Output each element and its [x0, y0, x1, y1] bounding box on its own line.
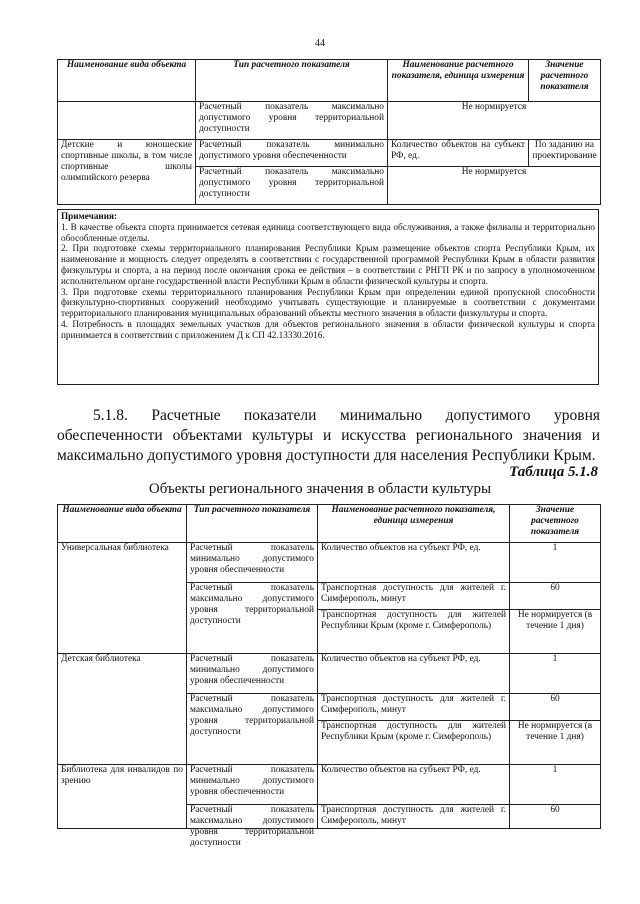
page-number: 44 [315, 38, 325, 49]
table-cell: 1 [510, 765, 601, 805]
table-cell: 1 [510, 654, 601, 694]
table-cell: Расчетный показатель максимально допустимого уровня территориальной доступности [196, 102, 388, 140]
table-cell [58, 102, 196, 140]
table-cell: По заданию на проектирование [529, 140, 601, 167]
table-cell: Количество объектов на субъект РФ, ед. [388, 140, 529, 167]
table-cell: Транспортная доступность для жителей г. Симферополь, минут [318, 694, 510, 721]
table-cell: Расчетный показатель минимально допустимого уровня обеспеченности [187, 765, 318, 805]
table-cell: 60 [510, 694, 601, 721]
table-cell: Количество объектов на субъект РФ, ед. [318, 543, 510, 583]
table-cell: Расчетный показатель минимально допустимого уровня обеспеченности [196, 140, 388, 167]
table-cell-object: Детские и юношеские спортивные школы, в том числе спортивные школы олимпийского резерва [58, 140, 196, 205]
notes-box [57, 209, 599, 385]
table-cell: Расчетный показатель максимально допустимого уровня территориальной доступности [196, 167, 388, 205]
header-value: Значение расчетного показателя [529, 60, 601, 102]
table-cell: Не нормируется (в течение 1 дня) [510, 721, 601, 765]
culture-table [57, 504, 601, 848]
table-cell: 1 [510, 543, 601, 583]
table-cell: 60 [510, 583, 601, 610]
table-cell: Транспортная доступность для жителей г. Симферополь, минут [318, 805, 510, 829]
section-heading: 5.1.8. Расчетные показатели минимально допустимого уровня обеспеченности объектами культуры и искусства регионального значения и максимально допустимого уровня доступности для населения Республики Крым. [57, 407, 600, 464]
table-label: Таблица 5.1.8 [509, 464, 598, 480]
table-cell: Расчетный показатель максимально допустимого уровня территориальной доступности [187, 583, 318, 654]
table-title: Объекты регионального значения в области культуры [148, 481, 492, 497]
notes-title: Примечания: [61, 211, 118, 221]
table-cell: Не нормируется (в течение 1 дня) [510, 610, 601, 654]
table-cell: Транспортная доступность для жителей г. Симферополь, минут [318, 583, 510, 610]
table-cell: Не нормируется [388, 167, 601, 205]
header-object: Наименование вида объекта [58, 60, 196, 102]
table-cell: Количество объектов на субъект РФ, ед. [318, 654, 510, 694]
table-cell: Расчетный показатель максимально допустимого уровня территориальной доступности [187, 694, 318, 765]
table-cell: Транспортная доступность для жителей Республики Крым (кроме г. Симферополь) [318, 610, 510, 654]
table-cell-object: Библиотека для инвалидов по зрению [58, 765, 187, 829]
table-cell: Расчетный показатель минимально допустимого уровня обеспеченности [187, 654, 318, 694]
header-type: Тип расчетного показателя [187, 505, 318, 543]
table-cell: Транспортная доступность для жителей Республики Крым (кроме г. Симферополь) [318, 721, 510, 765]
header-name: Наименование расчетного показателя, единица измерения [318, 505, 510, 543]
header-name: Наименование расчетного показателя, единица измерения [388, 60, 529, 102]
cropped-type-text: Расчетный показатель максимально допустимого уровня территориальной доступности [190, 805, 314, 848]
table-cell: Количество объектов на субъект РФ, ед. [318, 765, 510, 805]
note-item: 2. При подготовке схемы территориального планирования Республики Крым размещение объектов спорта Республики Крым, их наименование и мощность следует определять в соответствии с государственной программой Республики Крым в области развития физкультуры и спорта, а на период после окончания срока ее действия – в соответствии с РНГП РК и по запросу в уполномоченном исполнительном органе государственной власти Республики Крым в области физической культуры и спорта. [61, 243, 595, 286]
table-cell [187, 805, 318, 848]
table-cell-object: Детская библиотека [58, 654, 187, 765]
sports-table [57, 59, 601, 205]
header-type: Тип расчетного показателя [196, 60, 388, 102]
table-cell-object: Универсальная библиотека [58, 543, 187, 654]
table-cell: Не нормируется [388, 102, 601, 140]
header-object: Наименование вида объекта [58, 505, 187, 543]
note-item: 1. В качестве объекта спорта принимается сетевая единица соответствующего вида обслуживания, а также филиалы и территориально обособленные отделы. [61, 221, 595, 243]
note-item: 4. Потребность в площадях земельных участков для объектов регионального значения в области физической культуры и спорта принимается в соответствии с приложением Д к СП 42.13330.2016. [61, 318, 595, 340]
header-value: Значение расчетного показателя [510, 505, 601, 543]
table-cell: Расчетный показатель минимально допустимого уровня обеспеченности [187, 543, 318, 583]
table-cell: 60 [510, 805, 601, 829]
note-item: 3. При подготовке схемы территориального планирования Республики Крым при определении единой пропускной способности физкультурно-спортивных сооружений необходимо учитывать существующие и планируемые в соответствии с документами территориального планирования муниципальных образований объекты местного значения в области физкультуры и спорта. [61, 286, 595, 319]
